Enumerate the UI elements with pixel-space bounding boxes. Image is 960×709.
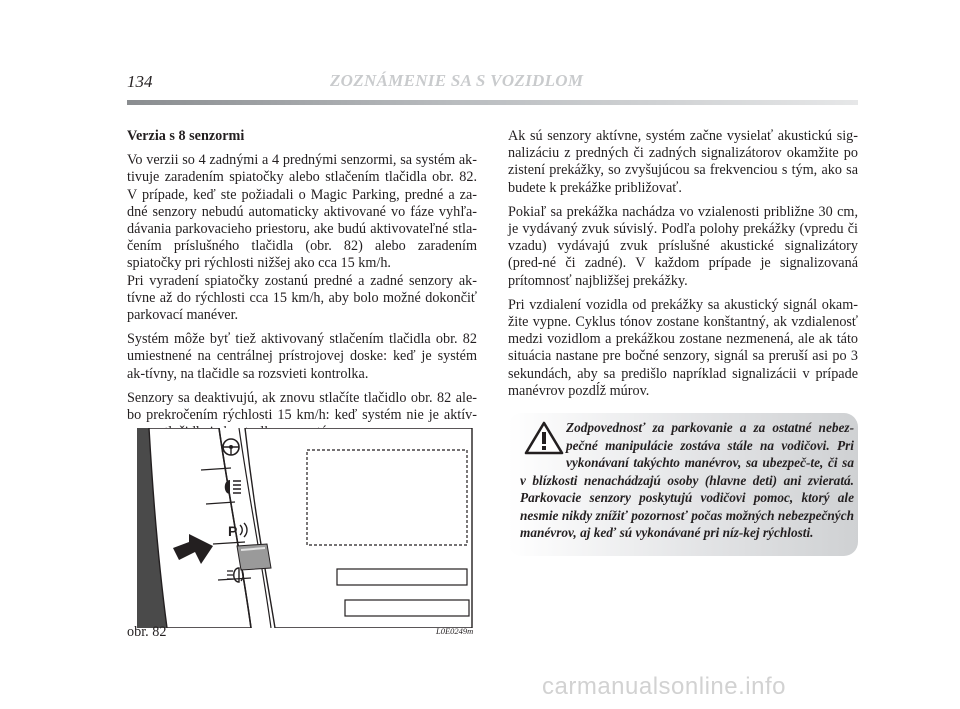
slot-lower — [345, 600, 469, 616]
chapter-title: ZOZNÁMENIE SA S VOZIDLOM — [330, 71, 584, 90]
slot-upper — [337, 569, 467, 585]
paragraph: Senzory sa deaktivujú, ak znovu stlačíte tlačidlo obr. 82 ale-bo prekročením rýchlosti 15 km/h: keď systém nie je aktív- — [127, 389, 477, 424]
warning-text: Zodpovednosť za parkovanie a za ostatné nebez-pečné manipulácie zostáva stále na vodičovi. Pri vykonávaní takýchto manévrov, sa ubezpeč-te, či sa v blízkosti nenachádzajú osoby (hlavne deti) ani zvieratá. Parkovacie senzory poskytujú vodičovi pomoc, ktorý ale nesmie nikdy znížiť pozornosť počas možných nebezpečných manévrov, aj keď sú vykonávané pri níz-kej rýchlosti. — [520, 420, 854, 540]
svg-text:P: P — [228, 523, 238, 539]
figure-code: L0E0249m — [436, 626, 474, 636]
parking-sensor-icon — [228, 523, 247, 539]
figure-dashboard-button — [127, 428, 477, 628]
paragraph: Systém môže byť tiež aktivovaný stlačením tlačidla obr. 82 umiestnené na centrálnej prístrojovej doske: keď je systém ak-tívny, na tlačidle sa rozsvieti kontrolka. — [127, 331, 477, 382]
paragraph: Pri vyradení spiatočky zostanú predné a zadné senzory ak-tívne až do rýchlosti cca 15 km/h, aby bolo možné dokončiť parkovací manéver. — [127, 272, 477, 324]
paragraph: Pri vzdialení vozidla od prekážky sa akustický signál okam-žite vypne. Cyklus tónov zostane konštantný, ak vzdialenosť medzi vozidlom a prekážkou zostane nezmenená, ale ak táto situácia nastane pre bočné senzory, signál sa preruší asi po 3 sekundách, aby sa predišlo napríklad signalizácii v prípade manévrov pozdĺž múrov. — [508, 296, 858, 399]
parking-sensor-button — [237, 544, 271, 570]
left-column — [127, 128, 477, 448]
watermark: carmanualsonline.info — [542, 673, 786, 700]
section-title: Verzia s 8 senzormi — [127, 128, 245, 144]
paragraph: Vo verzii so 4 zadnými a 4 prednými senzormi, sa systém ak-tivuje zaradením spiatočky alebo stlačením tlačidla obr. 82. V prípade, keď ste požiadali o Magic Parking, predné a za-dné senzory nebudú automaticky aktivované vo fáze vyhľa-dávania parkovacieho priestoru, ake budú aktivovateľné stla-čením príslušného tlačidla (obr. 82) alebo zaradením spiatočky pri rýchlosti nižšej ako cca 15 km/h. — [127, 152, 477, 272]
dashboard-illustration — [127, 428, 477, 628]
paragraph: Pokiaľ sa prekážka nachádza vo vzialenosti približne 30 cm, je vydávaný zvuk súvislý. Podľa polohy prekážky (vpredu či vzadu) vydávajú zvuk príslušné akustické signalizátory (pred-né či zadné). V každom prípade je signalizovaná prítomnosť najbližšej prekážky. — [508, 203, 858, 289]
header-rule — [127, 100, 858, 105]
display-area — [307, 450, 467, 545]
steering-wheel-icon — [223, 439, 239, 455]
headlight-leveling-icon — [225, 480, 241, 494]
figure-caption: obr. 82 — [127, 624, 167, 640]
warning-text-container — [520, 419, 854, 542]
right-column — [508, 128, 858, 407]
page-number: 134 — [127, 72, 153, 91]
warning-box — [508, 413, 858, 556]
paragraph: Ak sú senzory aktívne, systém začne vysielať akustickú sig-nalizáciu z predných či zadných signalizátorov okamžite po zistení prekážky, so zvyšujúcou sa frekvenciou s tým, ako sa budete k prekážke približovať. — [508, 128, 858, 196]
